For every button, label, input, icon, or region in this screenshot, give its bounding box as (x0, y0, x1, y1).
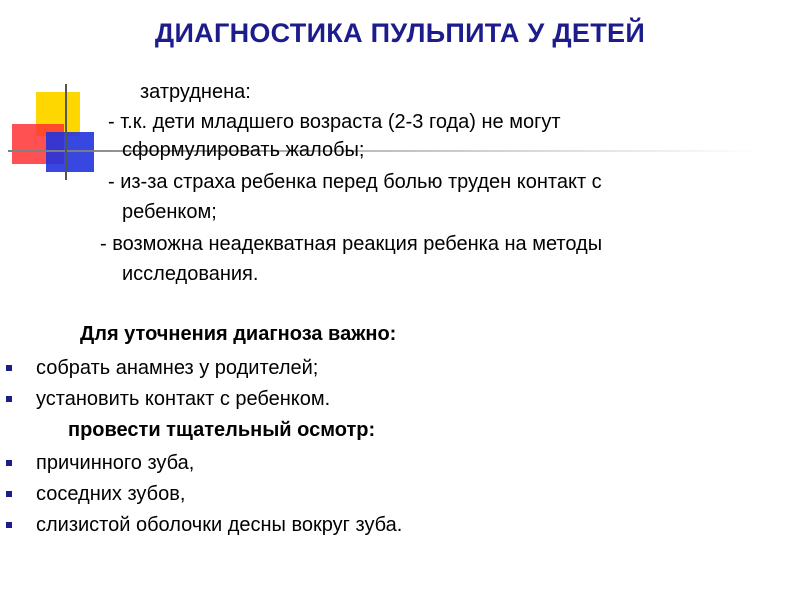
intro-item-1-cont: сформулировать жалобы; (122, 139, 365, 161)
intro-item-3: - возможна неадекватная реакция ребенка на методы (100, 233, 603, 255)
section1-bullet-1: собрать анамнез у родителей; (36, 357, 319, 379)
bullet-icon (6, 460, 12, 466)
section2-heading: провести тщательный осмотр: (68, 419, 376, 441)
intro-item-1: - т.к. дети младшего возраста (2-3 года) не могут (108, 111, 561, 133)
bullet-icon (6, 522, 12, 528)
deco-vertical-line (65, 84, 67, 180)
deco-horizontal-line (8, 150, 760, 152)
section2-bullet-2: соседних зубов, (36, 483, 186, 505)
slide-title: ДИАГНОСТИКА ПУЛЬПИТА У ДЕТЕЙ (154, 18, 646, 48)
intro-item-2: - из-за страха ребенка перед болью труден контакт с (108, 171, 602, 193)
intro-item-2-cont: ребенком; (122, 201, 217, 223)
section1-heading: Для уточнения диагноза важно: (80, 323, 397, 345)
section2-bullet-3: слизистой оболочки десны вокруг зуба. (36, 514, 403, 536)
bullet-icon (6, 365, 12, 371)
bullet-icon (6, 491, 12, 497)
bullet-icon (6, 396, 12, 402)
section1-bullet-2: установить контакт с ребенком. (36, 388, 331, 410)
intro-text: затруднена: (140, 81, 251, 103)
section2-bullet-1: причинного зуба, (36, 452, 195, 474)
intro-item-3-cont: исследования. (122, 263, 259, 285)
